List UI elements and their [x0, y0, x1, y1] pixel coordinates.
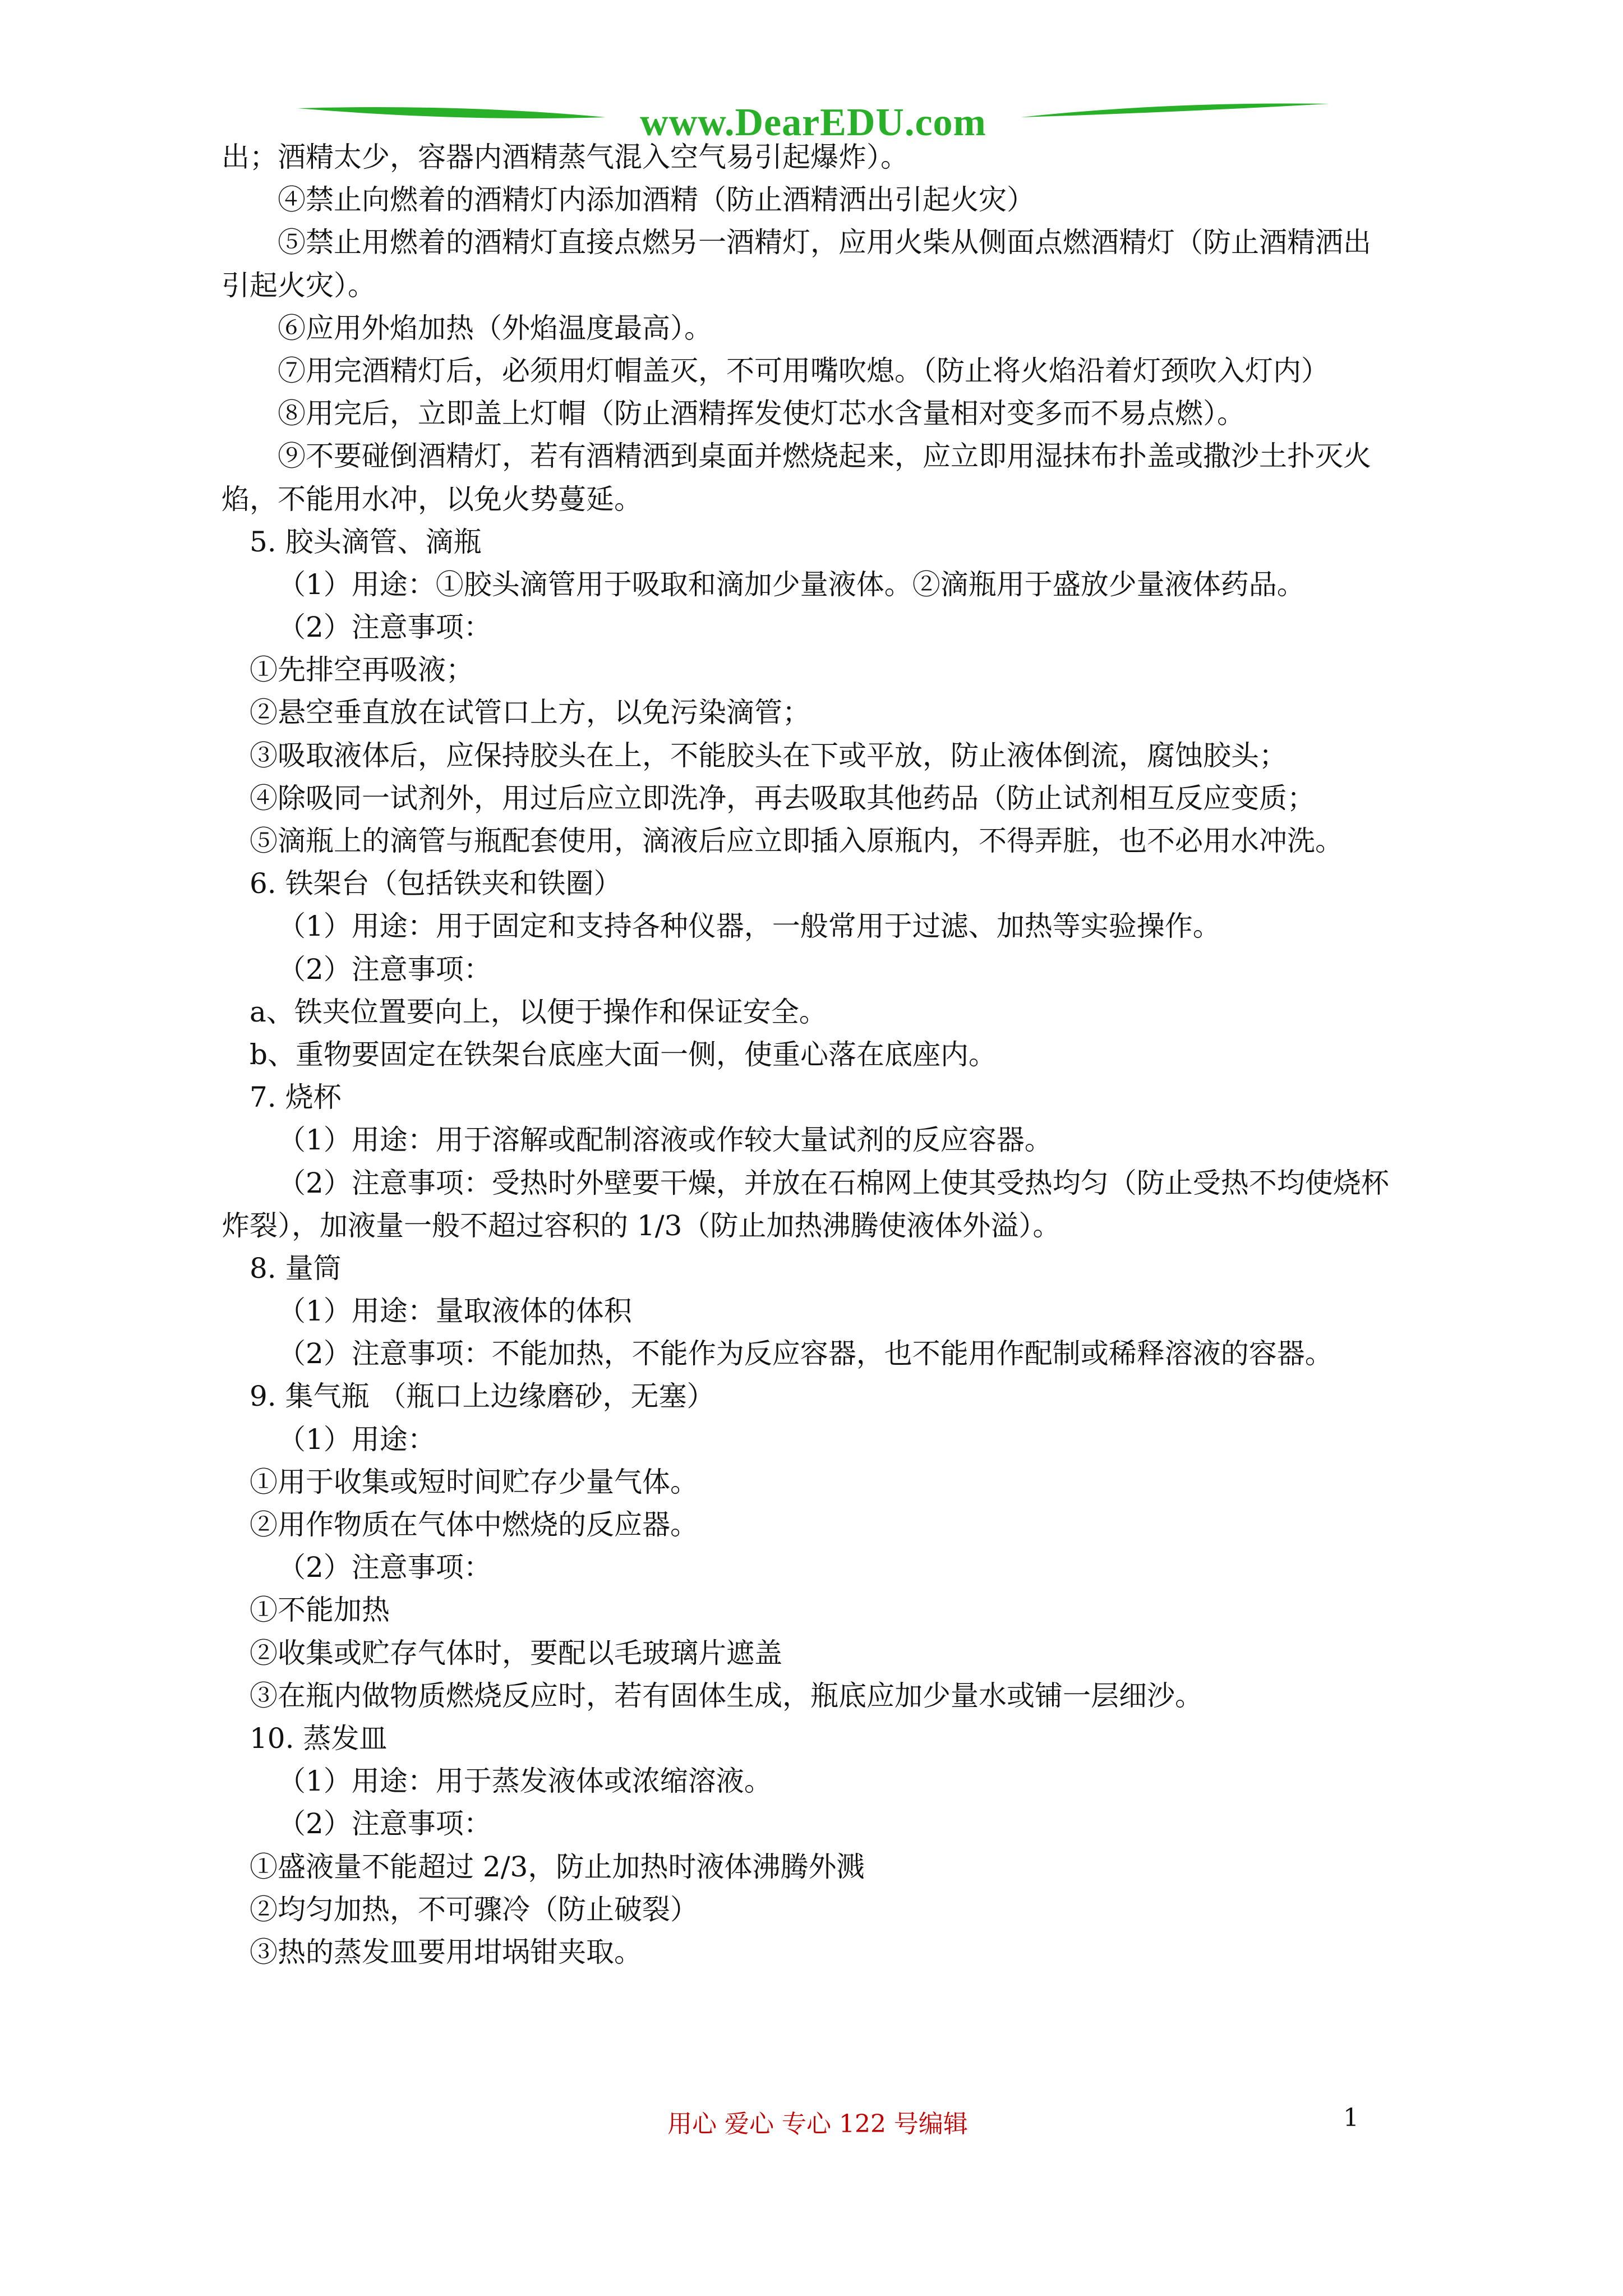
text-line: 炸裂），加液量一般不超过容积的 1/3（防止加热沸腾使液体外溢）。 — [222, 1209, 1061, 1242]
text-line: ③热的蒸发皿要用坩埚钳夹取。 — [250, 1935, 642, 1968]
text-line: ①用于收集或短时间贮存少量气体。 — [250, 1465, 698, 1498]
text-line: ④除吸同一试剂外，用过后应立即洗净，再去吸取其他药品（防止试剂相互反应变质； — [250, 781, 1315, 815]
text-line: 引起火灾）。 — [222, 269, 376, 302]
text-line: ⑤禁止用燃着的酒精灯直接点燃另一酒精灯，应用火柴从侧面点燃酒精灯（防止酒精洒出 — [278, 226, 1371, 259]
text-line: ②悬空垂直放在试管口上方，以免污染滴管； — [250, 696, 810, 729]
text-line: ③在瓶内做物质燃烧反应时，若有固体生成，瓶底应加少量水或铺一层细沙。 — [250, 1679, 1203, 1712]
text-line: ⑨不要碰倒酒精灯，若有酒精洒到桌面并燃烧起来，应立即用湿抹布扑盖或撒沙土扑灭火 — [278, 440, 1371, 473]
text-line: （2）注意事项：受热时外壁要干燥，并放在石棉网上使其受热均匀（防止受热不均使烧杯 — [278, 1166, 1389, 1199]
text-line: ①不能加热 — [250, 1594, 390, 1627]
text-line: （2）注意事项： — [278, 1551, 492, 1584]
text-line: （2）注意事项： — [278, 1807, 492, 1841]
text-line: （1）用途： — [278, 1423, 436, 1456]
text-line: ②均匀加热，不可骤冷（防止破裂） — [250, 1893, 698, 1926]
text-line: ②收集或贮存气体时，要配以毛玻璃片遮盖 — [250, 1636, 782, 1669]
text-line: （2）注意事项： — [278, 611, 492, 644]
text-line: 5. 胶头滴管、滴瓶 — [250, 525, 482, 558]
text-line: 10. 蒸发皿 — [250, 1722, 388, 1755]
text-line: ①先排空再吸液； — [250, 654, 474, 687]
logo-text: www.DearEDU.com — [640, 101, 986, 144]
text-line: ①盛液量不能超过 2/3，防止加热时液体沸腾外溅 — [250, 1850, 865, 1883]
text-line: （2）注意事项： — [278, 953, 492, 986]
text-line: a、铁夹位置要向上，以便于操作和保证安全。 — [250, 995, 827, 1028]
footer-text: 用心 爱心 专心 122 号编辑 — [667, 2110, 968, 2138]
text-line: （1）用途：用于蒸发液体或浓缩溶液。 — [278, 1765, 772, 1798]
text-line: 7. 烧杯 — [250, 1081, 342, 1114]
text-line: ⑦用完酒精灯后，必须用灯帽盖灭，不可用嘴吹熄。（防止将火焰沿着灯颈吹入灯内） — [278, 354, 1329, 387]
text-line: ④禁止向燃着的酒精灯内添加酒精（防止酒精洒出引起火灾） — [278, 183, 1035, 217]
text-line: ②用作物质在气体中燃烧的反应器。 — [250, 1508, 698, 1541]
text-line: 出；酒精太少，容器内酒精蒸气混入空气易引起爆炸）。 — [222, 141, 909, 173]
text-line: 8. 量筒 — [250, 1251, 342, 1285]
text-line: （1）用途：用于固定和支持各种仪器，一般常用于过滤、加热等实验操作。 — [278, 910, 1221, 943]
text-line: ③吸取液体后，应保持胶头在上，不能胶头在下或平放，防止液体倒流，腐蚀胶头； — [250, 739, 1287, 772]
text-line: ⑥应用外焰加热（外焰温度最高）。 — [278, 311, 712, 344]
page-number: 1 — [1343, 2104, 1359, 2132]
text-line: （2）注意事项：不能加热，不能作为反应容器，也不能用作配制或稀释溶液的容器。 — [278, 1337, 1333, 1370]
text-line: （1）用途：量取液体的体积 — [278, 1295, 632, 1328]
text-line: 焰，不能用水冲，以免火势蔓延。 — [222, 482, 642, 516]
text-line: 9. 集气瓶 （瓶口上边缘磨砂，无塞） — [250, 1380, 715, 1413]
text-line: b、重物要固定在铁架台底座大面一侧，使重心落在底座内。 — [250, 1038, 997, 1071]
document-body — [222, 136, 1410, 1973]
text-line: （1）用途：用于溶解或配制溶液或作较大量试剂的反应容器。 — [278, 1124, 1053, 1157]
text-line: ⑧用完后，立即盖上灯帽（防止酒精挥发使灯芯水含量相对变多而不易点燃）。 — [278, 397, 1245, 430]
text-line: （1）用途：①胶头滴管用于吸取和滴加少量液体。②滴瓶用于盛放少量液体药品。 — [278, 568, 1305, 601]
text-line: 6. 铁架台（包括铁夹和铁圈） — [250, 867, 622, 900]
text-line: ⑤滴瓶上的滴管与瓶配套使用，滴液后应立即插入原瓶内，不得弄脏，也不必用水冲洗。 — [250, 825, 1343, 857]
